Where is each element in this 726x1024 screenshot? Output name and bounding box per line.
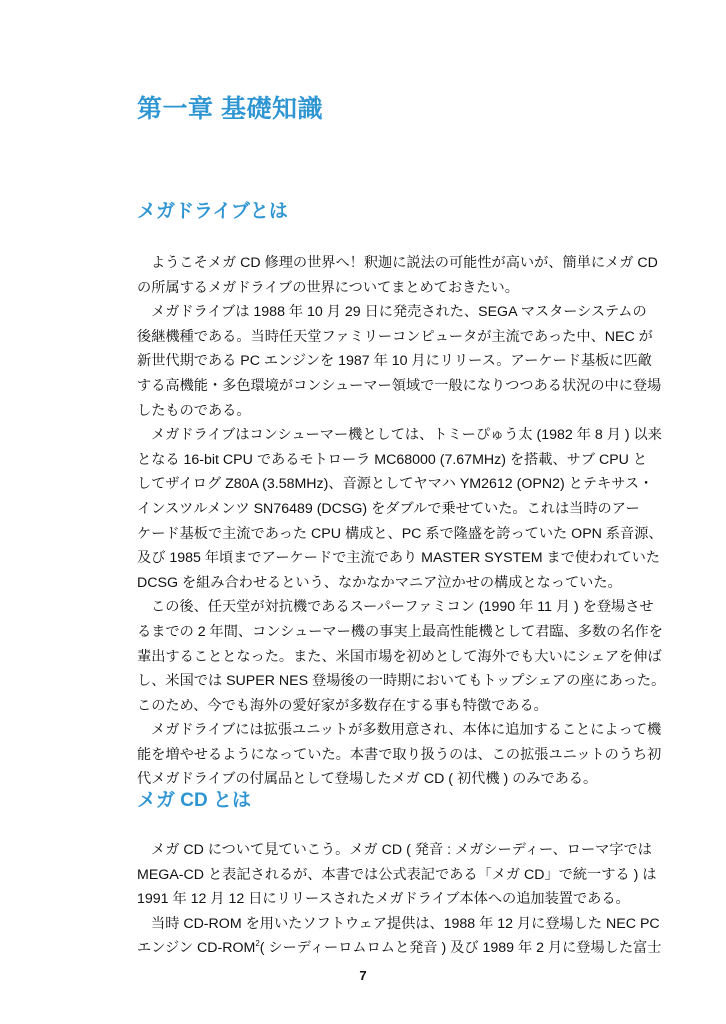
paragraph-line: MEGA-CD と表記されるが、本書では公式表記である「メガ CD」で統一する ) は xyxy=(137,866,657,883)
paragraph-line: 輩出することとなった。また、米国市場を初めとして海外でも大いにシェアを伸ば xyxy=(137,648,662,665)
paragraph-line: 代メガドライブの付属品として登場したメガ CD ( 初代機 ) のみである。 xyxy=(137,771,598,788)
paragraph-line: 後継機種である。当時任天堂ファミリーコンピュータが主流であった中、NEC が xyxy=(137,328,653,345)
paragraph-line: メガドライブには拡張ユニットが多数用意され、本体に追加することによって機 xyxy=(151,722,662,739)
section-heading-megacd: メガ CD とは xyxy=(137,790,252,811)
section-body-megadrive xyxy=(137,251,666,792)
paragraph-line: 及び 1985 年頃までアーケードで主流であり MASTER SYSTEM まで使われていた xyxy=(137,550,660,567)
paragraph-line: この後、任天堂が対抗機であるスーパーファミコン (1990 年 11 月 ) を登場させ xyxy=(151,599,654,616)
paragraph-line: メガドライブは 1988 年 10 月 29 日に発売された、SEGA マスターシステムの xyxy=(151,304,647,321)
paragraph-line: メガドライブはコンシューマー機としては、トミーぴゅう太 (1982 年 8 月 ) 以来 xyxy=(151,427,662,444)
paragraph-line: し、米国では SUPER NES 登場後の一時期においてもトップシェアの座にあった。 xyxy=(137,673,666,690)
text-run: エンジン CD-ROM xyxy=(137,940,256,957)
section-heading-megadrive: メガドライブとは xyxy=(137,201,288,222)
paragraph-line: DCSG を組み合わせるという、なかなかマニア泣かせの構成となっていた。 xyxy=(137,574,622,591)
chapter-title: 第一章 基礎知識 xyxy=(137,95,323,123)
paragraph-line: してザイログ Z80A (3.58MHz)、音源としてヤマハ YM2612 (OPN2) とテキサス・ xyxy=(137,476,654,493)
paragraph-line: メガ CD について見ていこう。メガ CD ( 発音 : メガシーディー、ローマ字では xyxy=(151,842,652,858)
paragraph-line: ケード基板で主流であった CPU 構成と、PC 系で隆盛を誇っていた OPN 系音源、 xyxy=(137,525,663,542)
paragraph-line xyxy=(137,936,662,961)
paragraph-line: 当時 CD-ROM を用いたソフトウェア提供は、1988 年 12 月に登場した NEC PC xyxy=(151,915,660,932)
text-run: ( シーディーロムロムと発音 ) 及び 1989 年 2 月に登場した富士 xyxy=(259,940,662,957)
page-number: 7 xyxy=(359,968,367,983)
paragraph-line: ようこそメガ CD 修理の世界へ！釈迦に説法の可能性が高いが、簡単にメガ CD xyxy=(151,255,658,271)
paragraph-line: 能を増やせるようになっていた。本書で取り扱うのは、この拡張ユニットのうち初 xyxy=(137,746,662,763)
paragraph-line: インスツルメンツ SN76489 (DCSG) をダブルで乗せていた。これは当時のアー xyxy=(137,500,640,517)
paragraph-line: する高機能・多色環境がコンシューマー領域で一般になりつつある状況の中に登場 xyxy=(137,377,662,394)
paragraph-line: るまでの 2 年間、コンシューマー機の事実上最高性能機として君臨、多数の名作を xyxy=(137,623,663,640)
paragraph-line: したものである。 xyxy=(137,402,251,419)
paragraph-line: このため、今でも海外の愛好家が多数存在する事も特徴である。 xyxy=(137,697,548,714)
paragraph-line: 1991 年 12 月 12 日にリリースされたメガドライブ本体への追加装置である。 xyxy=(137,891,630,908)
section-body-megacd xyxy=(137,838,662,961)
superscript: 2 xyxy=(255,939,260,949)
paragraph-line: の所属するメガドライブの世界についてまとめておきたい。 xyxy=(137,279,519,296)
paragraph-line: 新世代期である PC エンジンを 1987 年 10 月にリリース。アーケード基板に匹敵 xyxy=(137,353,652,370)
paragraph-line: となる 16-bit CPU であるモトローラ MC68000 (7.67MHz) を搭載、サブ CPU と xyxy=(137,451,648,468)
